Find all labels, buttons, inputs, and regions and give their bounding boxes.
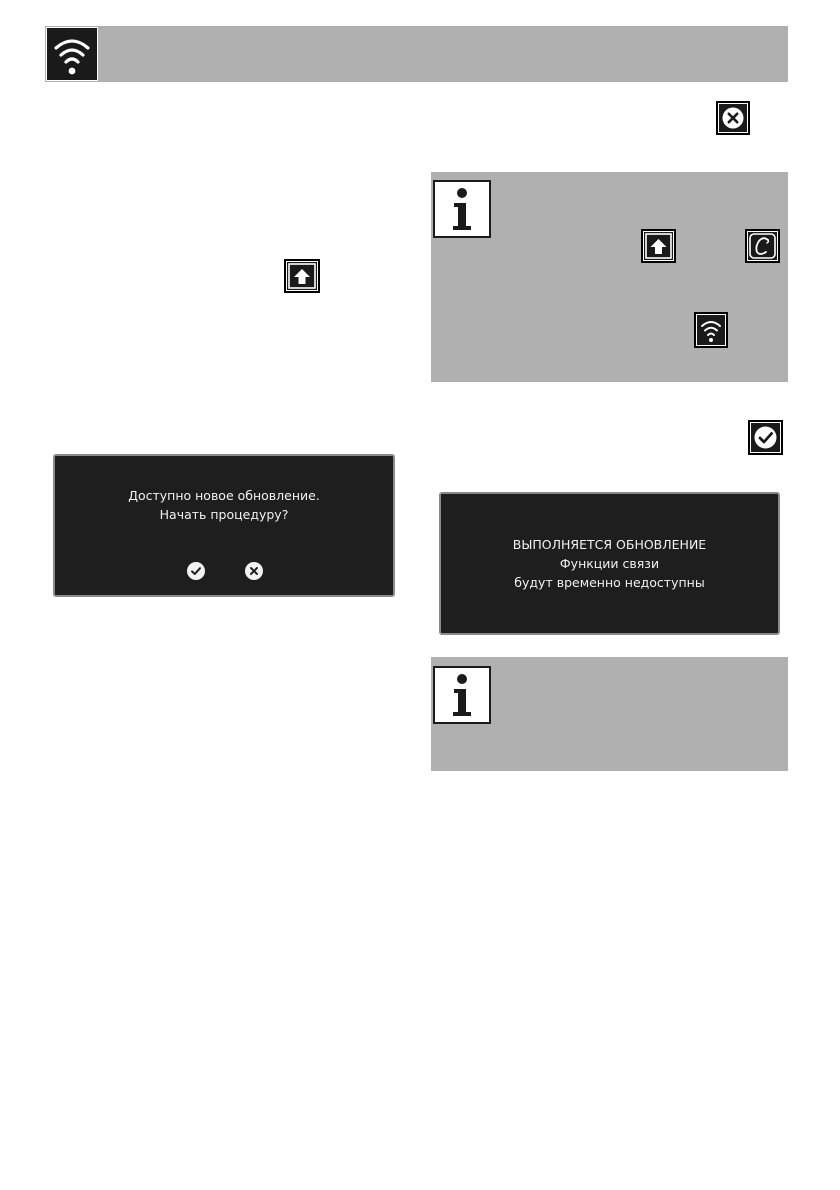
check-icon bbox=[190, 565, 202, 577]
wifi-icon bbox=[694, 312, 728, 348]
close-circle-icon bbox=[716, 101, 750, 135]
wifi-icon bbox=[46, 27, 98, 81]
info-icon bbox=[433, 666, 491, 724]
screen-text-line: ВЫПОЛНЯЕТСЯ ОБНОВЛЕНИЕ bbox=[512, 537, 707, 552]
upload-arrow-icon bbox=[641, 229, 676, 263]
updating-screen bbox=[439, 492, 780, 635]
check-circle-icon bbox=[748, 420, 783, 455]
update-prompt-screen bbox=[53, 454, 395, 597]
cursive-c-icon bbox=[745, 229, 780, 263]
upload-arrow-icon bbox=[284, 259, 320, 293]
screen-text-line: Функции связи bbox=[559, 556, 660, 571]
screen-text-line: Доступно новое обновление. bbox=[128, 488, 320, 503]
cancel-button[interactable] bbox=[245, 562, 263, 580]
section-header-bar bbox=[45, 26, 788, 82]
screen-text-line: Начать процедуру? bbox=[159, 507, 289, 522]
screen-text-line: будут временно недоступны bbox=[514, 575, 705, 590]
close-icon bbox=[248, 565, 260, 577]
info-icon bbox=[433, 180, 491, 238]
confirm-button[interactable] bbox=[187, 562, 205, 580]
